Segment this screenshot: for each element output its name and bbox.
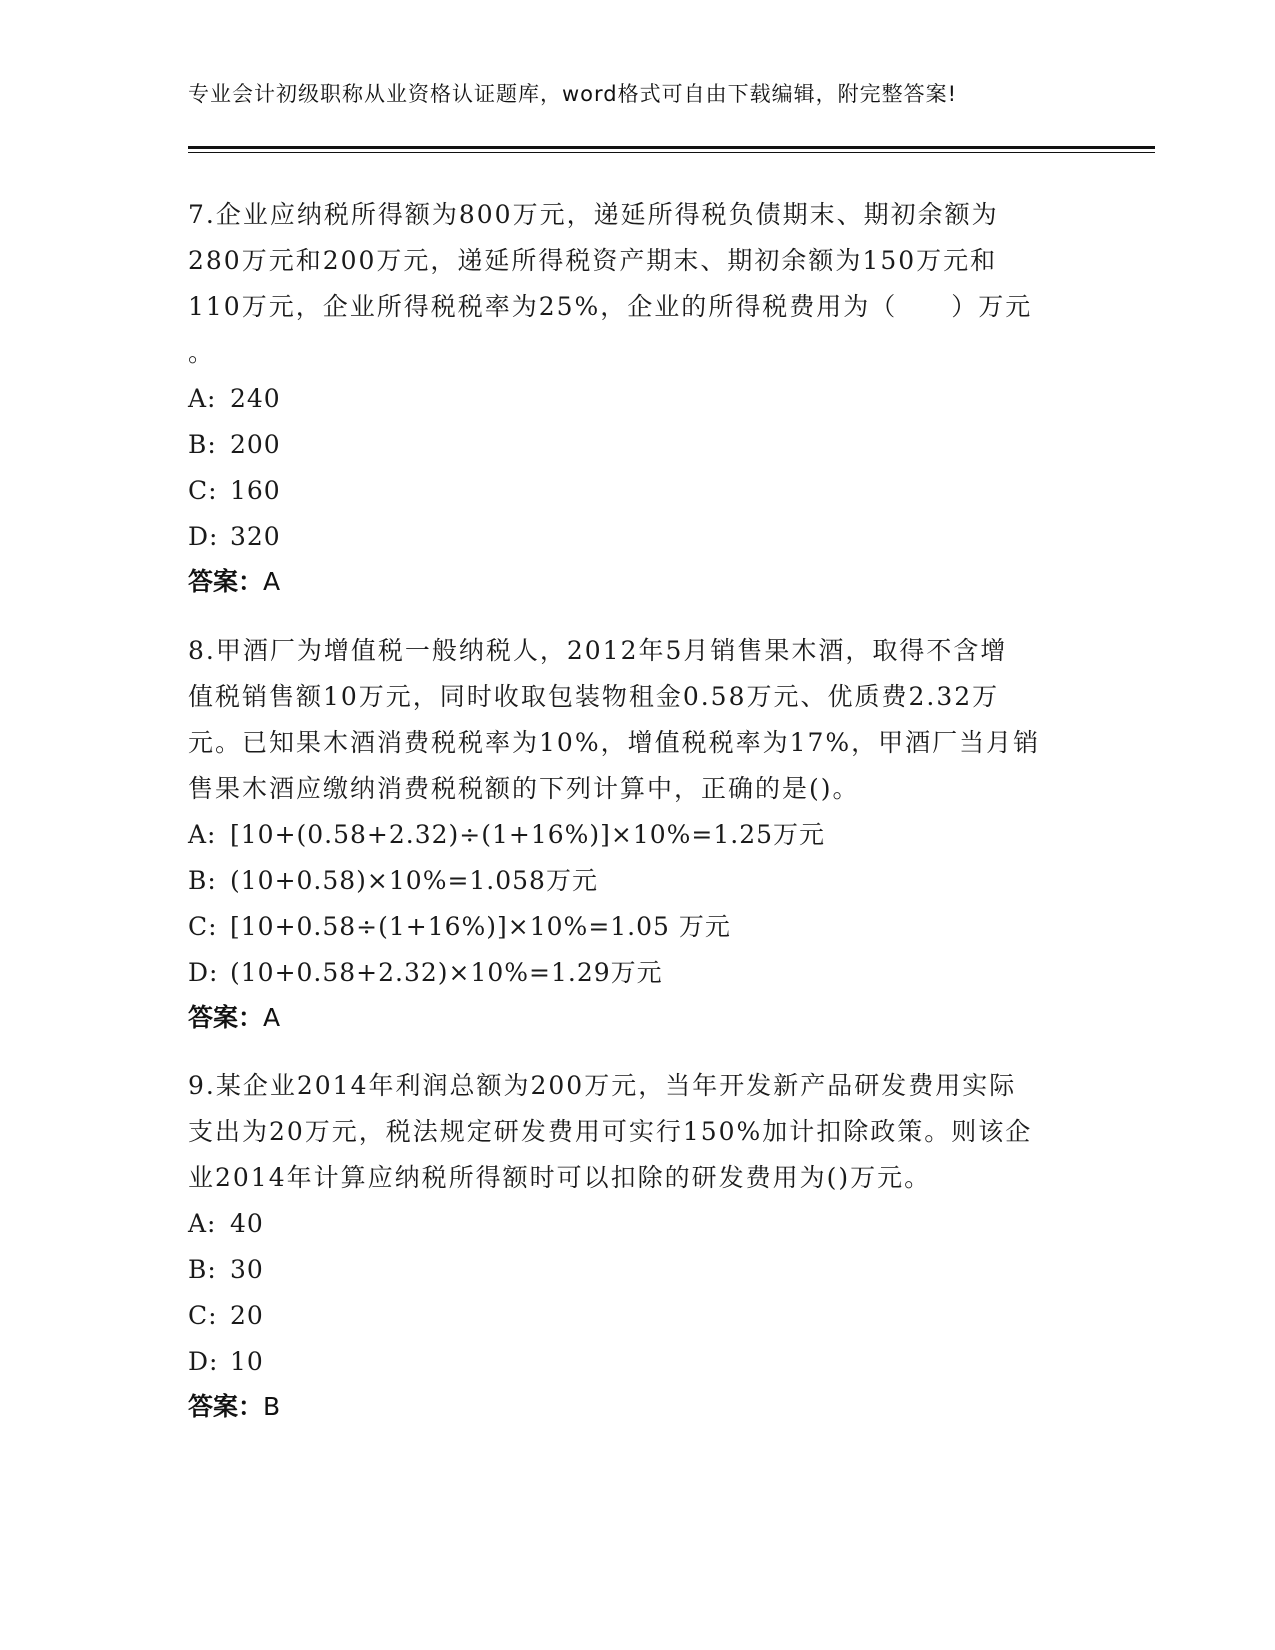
option-b [188, 1247, 1088, 1293]
page-header-title: 专业会计初级职称从业资格认证题库，word格式可自由下载编辑，附完整答案! [188, 82, 958, 106]
option-text: (10+0.58)×10%=1.058万元 [230, 866, 598, 895]
answer-line [188, 996, 1088, 1040]
answer-label: 答案： [188, 1392, 264, 1421]
option-text: 20 [230, 1301, 264, 1330]
option-d [188, 1339, 1088, 1385]
question-8 [188, 628, 1088, 1040]
option-label: C: [188, 1301, 218, 1330]
answer-value: A [263, 1003, 281, 1032]
stem-line: 110万元，企业所得税税率为25%，企业的所得税费用为（ ）万元 [188, 292, 1033, 321]
question-stem [188, 1063, 1088, 1201]
answer-line [188, 1385, 1088, 1429]
option-label: D: [188, 522, 219, 551]
stem-line: 支出为20万元，税法规定研发费用可实行150%加计扣除政策。则该企 [188, 1117, 1033, 1146]
header-divider-thin [188, 152, 1155, 153]
option-text: [10+(0.58+2.32)÷(1+16%)]×10%=1.25万元 [230, 820, 826, 849]
stem-line: 9.某企业2014年利润总额为200万元，当年开发新产品研发费用实际 [188, 1071, 1017, 1100]
stem-line: 元。已知果木酒消费税税率为10%，增值税税率为17%，甲酒厂当月销 [188, 728, 1041, 757]
option-d [188, 950, 1088, 996]
option-c [188, 468, 1088, 514]
option-text: [10+0.58÷(1+16%)]×10%=1.05 万元 [230, 912, 731, 941]
option-c [188, 1293, 1088, 1339]
option-a [188, 376, 1088, 422]
option-text: 240 [230, 384, 281, 413]
option-label: B: [188, 430, 217, 459]
stem-line: 280万元和200万元，递延所得税资产期末、期初余额为150万元和 [188, 246, 998, 275]
answer-label: 答案： [188, 1003, 264, 1032]
option-text: 200 [230, 430, 281, 459]
question-stem [188, 628, 1088, 812]
option-text: 320 [230, 522, 281, 551]
option-a [188, 1201, 1088, 1247]
answer-line [188, 560, 1088, 604]
option-label: A: [188, 820, 217, 849]
option-d [188, 514, 1088, 560]
option-label: B: [188, 1255, 217, 1284]
stem-line: 7.企业应纳税所得额为800万元，递延所得税负债期末、期初余额为 [188, 200, 999, 229]
stem-line: 8.甲酒厂为增值税一般纳税人，2012年5月销售果木酒，取得不含增 [188, 636, 1008, 665]
option-label: C: [188, 476, 218, 505]
option-label: C: [188, 912, 218, 941]
stem-line: 值税销售额10万元，同时收取包装物租金0.58万元、优质费2.32万 [188, 682, 1000, 711]
option-b [188, 422, 1088, 468]
stem-line: 售果木酒应缴纳消费税税额的下列计算中，正确的是()。 [188, 774, 860, 803]
question-stem [188, 192, 1088, 376]
option-label: A: [188, 384, 217, 413]
answer-value: A [263, 567, 281, 596]
option-text: 160 [230, 476, 281, 505]
question-9 [188, 1063, 1088, 1429]
header-divider-thick [188, 146, 1155, 149]
option-label: D: [188, 958, 219, 987]
option-text: (10+0.58+2.32)×10%=1.29万元 [230, 958, 663, 987]
answer-value: B [263, 1392, 281, 1421]
option-label: B: [188, 866, 217, 895]
option-label: D: [188, 1347, 219, 1376]
question-7 [188, 192, 1088, 604]
option-a [188, 812, 1088, 858]
option-text: 30 [230, 1255, 264, 1284]
option-text: 40 [230, 1209, 264, 1238]
option-text: 10 [230, 1347, 264, 1376]
option-b [188, 858, 1088, 904]
option-c [188, 904, 1088, 950]
stem-line: 业2014年计算应纳税所得额时可以扣除的研发费用为()万元。 [188, 1163, 932, 1192]
stem-line: 。 [188, 338, 216, 367]
option-label: A: [188, 1209, 217, 1238]
answer-label: 答案： [188, 567, 264, 596]
